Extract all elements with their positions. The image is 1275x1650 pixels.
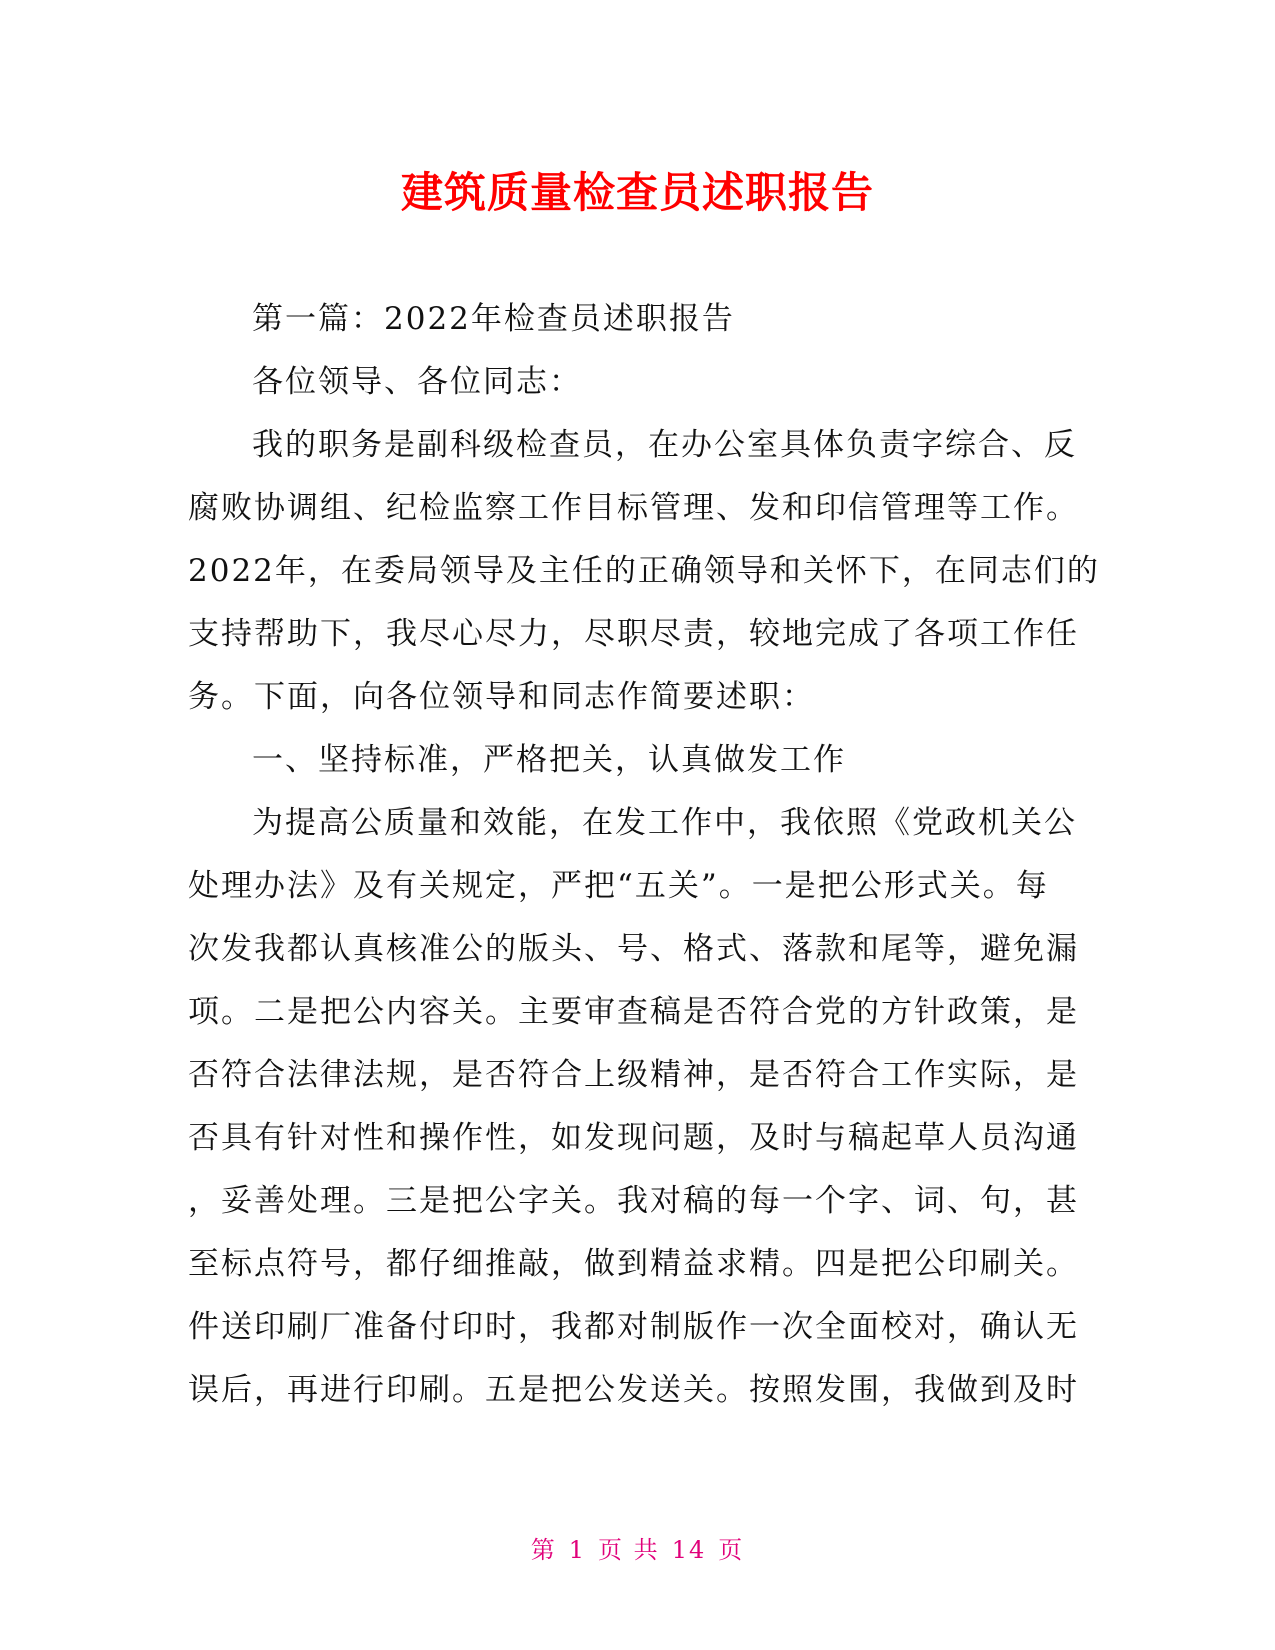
body-line: 件送印刷厂准备付印时，我都对制版作一次全面校对，确认无	[188, 1309, 1079, 1345]
document-body	[188, 288, 1100, 1422]
body-line: 次发我都认真核准公的版头、号、格式、落款和尾等，避免漏	[188, 931, 1079, 967]
footer-suffix: 页	[718, 1536, 745, 1564]
page-footer	[0, 1530, 1275, 1565]
body-line: 否符合法律法规，是否符合上级精神，是否符合工作实际，是	[188, 1057, 1079, 1093]
body-line: 务。下面，向各位领导和同志作简要述职：	[188, 679, 815, 715]
body-line: 项。二是把公内容关。主要审查稿是否符合党的方针政策，是	[188, 994, 1079, 1030]
body-line: 一、坚持标准，严格把关，认真做发工作	[252, 742, 846, 778]
body-line: 处理办法》及有关规定，严把“五关”。一是把公形式关。每	[188, 868, 1049, 904]
body-line: 为提高公质量和效能，在发工作中，我依照《党政机关公	[252, 805, 1077, 841]
body-line: 我的职务是副科级检查员，在办公室具体负责字综合、反	[252, 427, 1077, 463]
footer-total-pages: 14	[671, 1536, 707, 1564]
body-line: ，妥善处理。三是把公字关。我对稿的每一个字、词、句，甚	[188, 1183, 1079, 1219]
body-line: 第一篇：2022年检查员述职报告	[252, 301, 735, 337]
footer-middle: 页 共	[598, 1536, 660, 1564]
footer-current-page: 1	[568, 1536, 587, 1564]
body-line: 各位领导、各位同志：	[252, 364, 582, 400]
body-line: 误后，再进行印刷。五是把公发送关。按照发围，我做到及时	[188, 1372, 1079, 1408]
body-line: 支持帮助下，我尽心尽力，尽职尽责，较地完成了各项工作任	[188, 616, 1079, 652]
footer-prefix: 第	[530, 1536, 557, 1564]
body-line: 至标点符号，都仔细推敲，做到精益求精。四是把公印刷关。	[188, 1246, 1079, 1282]
document-title: 建筑质量检查员述职报告	[400, 168, 874, 217]
body-line: 腐败协调组、纪检监察工作目标管理、发和印信管理等工作。	[188, 490, 1079, 526]
body-line: 否具有针对性和操作性，如发现问题，及时与稿起草人员沟通	[188, 1120, 1079, 1156]
body-line: 2022年，在委局领导及主任的正确领导和关怀下，在同志们的	[188, 553, 1100, 589]
